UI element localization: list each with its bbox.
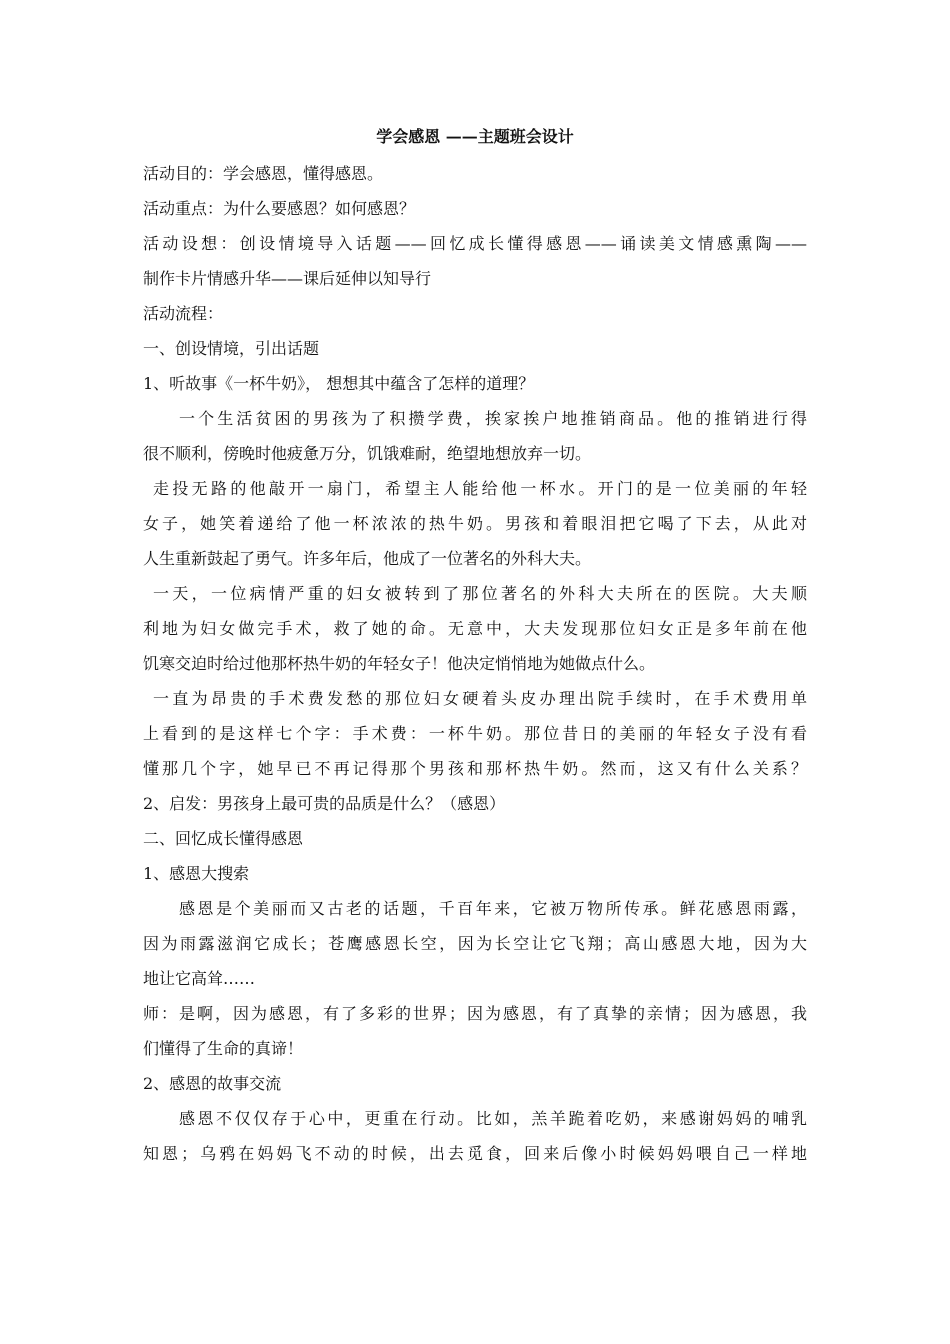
- text-line: 上看到的是这样七个字：手术费：一杯牛奶。那位昔日的美丽的年轻女子没有看: [143, 724, 807, 743]
- document-body: [143, 156, 807, 1171]
- text-line: 一、创设情境，引出话题: [143, 339, 320, 358]
- text-line: 活动目的：学会感恩，懂得感恩。: [143, 164, 384, 183]
- text-line: 因为雨露滋润它成长；苍鹰感恩长空，因为长空让它飞翔；高山感恩大地，因为大: [143, 934, 807, 953]
- text-line: 1、听故事《一杯牛奶》， 想想其中蕴含了怎样的道理？: [143, 374, 535, 393]
- text-line: 知恩；乌鸦在妈妈飞不动的时候，出去觅食，回来后像小时候妈妈喂自己一样地: [143, 1144, 807, 1163]
- text-line: 一直为昂贵的手术费发愁的那位妇女硬着头皮办理出院手续时，在手术费用单: [153, 689, 807, 708]
- text-line: 女子，她笑着递给了他一杯浓浓的热牛奶。男孩和着眼泪把它喝了下去，从此对: [143, 514, 807, 533]
- text-line: 活动流程：: [143, 304, 224, 323]
- text-line: 地让它高耸……: [143, 969, 256, 988]
- text-line: 饥寒交迫时给过他那杯热牛奶的年轻女子！他决定悄悄地为她做点什么。: [143, 654, 656, 673]
- text-line: 走投无路的他敲开一扇门，希望主人能给他一杯水。开门的是一位美丽的年轻: [153, 479, 807, 498]
- text-line: 活动设想：创设情境导入话题——回忆成长懂得感恩——诵读美文情感熏陶——: [143, 234, 807, 253]
- text-line: 利地为妇女做完手术，救了她的命。无意中，大夫发现那位妇女正是多年前在他: [143, 619, 807, 638]
- text-line: 一个生活贫困的男孩为了积攒学费，挨家挨户地推销商品。他的推销进行得: [179, 409, 807, 428]
- text-line: 很不顺利，傍晚时他疲惫万分，饥饿难耐，绝望地想放弃一切。: [143, 444, 592, 463]
- text-line: 2、启发：男孩身上最可贵的品质是什么？（感恩）: [143, 794, 506, 813]
- text-line: 制作卡片情感升华——课后延伸以知导行: [143, 269, 432, 288]
- text-line: 们懂得了生命的真谛！: [143, 1039, 304, 1058]
- text-line: 一天，一位病情严重的妇女被转到了那位著名的外科大夫所在的医院。大夫顺: [153, 584, 807, 603]
- text-line: 感恩不仅仅存于心中，更重在行动。比如，羔羊跪着吃奶，来感谢妈妈的哺乳: [179, 1109, 807, 1128]
- document-title: 学会感恩 ——主题班会设计: [376, 127, 574, 146]
- text-line: 懂那几个字，她早已不再记得那个男孩和那杯热牛奶。然而，这又有什么关系？: [143, 759, 807, 778]
- text-line: 师：是啊，因为感恩，有了多彩的世界；因为感恩，有了真挚的亲情；因为感恩，我: [143, 1004, 807, 1023]
- text-line: 1、感恩大搜索: [143, 864, 250, 883]
- text-line: 二、回忆成长懂得感恩: [143, 829, 304, 848]
- document-page: [143, 118, 807, 1171]
- text-line: 活动重点：为什么要感恩？如何感恩？: [143, 199, 416, 218]
- text-line: 人生重新鼓起了勇气。许多年后，他成了一位著名的外科大夫。: [143, 549, 592, 568]
- text-line: 2、感恩的故事交流: [143, 1074, 282, 1093]
- text-line: 感恩是个美丽而又古老的话题，千百年来，它被万物所传承。鲜花感恩雨露，: [179, 899, 807, 918]
